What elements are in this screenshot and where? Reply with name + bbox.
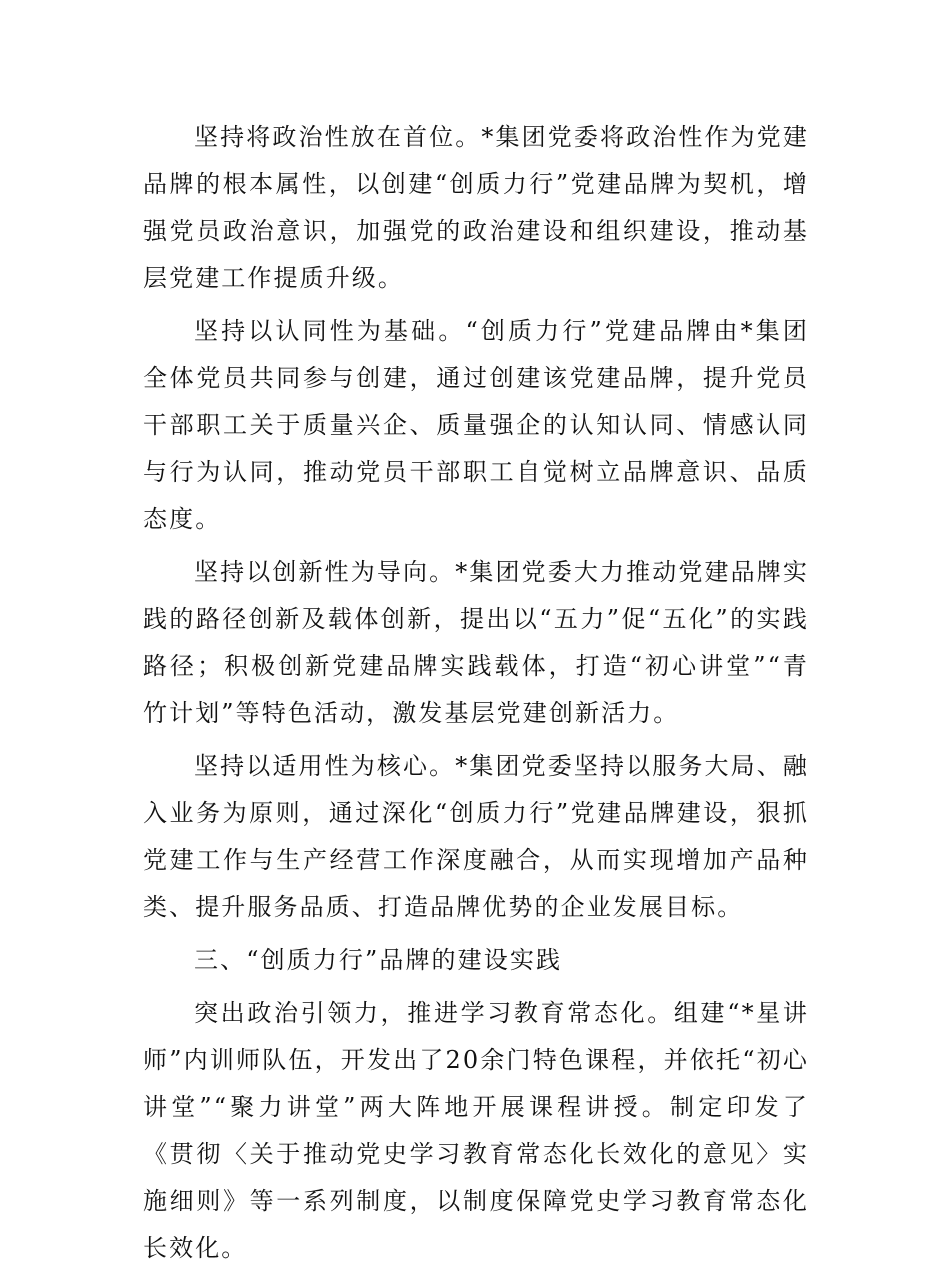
section-heading: 三、“创质力行”品牌的建设实践 xyxy=(194,946,563,974)
paragraph-applicability: 坚持以适用性为核心。*集团党委坚持以服务大局、融入业务为原则，通过深化“创质力行”党建品牌建设，狠抓党建工作与生产经营工作深度融合，从而实现增加产品种类、提升服务品质、打造品牌优势的企业发展目标。 xyxy=(143,752,809,921)
paragraph-identity: 坚持以认同性为基础。“创质力行”党建品牌由*集团全体党员共同参与创建，通过创建该党建品牌，提升党员干部职工关于质量兴企、质量强企的认知认同、情感认同与行为认同，推动党员干部职工自觉树立品牌意识、品质态度。 xyxy=(143,317,809,533)
paragraph-political-leadership: 突出政治引领力，推进学习教育常态化。组建“*星讲师”内训师队伍，开发出了20余门特色课程，并依托“初心讲堂”“聚力讲堂”两大阵地开展课程讲授。制定印发了《贯彻〈关于推动党史学习教育常态化长效化的意见〉实施细则》等一系列制度，以制度保障党史学习教育常态化长效化。 xyxy=(143,999,809,1262)
paragraph-political: 坚持将政治性放在首位。*集团党委将政治性作为党建品牌的根本属性，以创建“创质力行”党建品牌为契机，增强党员政治意识，加强党的政治建设和组织建设，推动基层党建工作提质升级。 xyxy=(143,123,809,292)
paragraph-innovation: 坚持以创新性为导向。*集团党委大力推动党建品牌实践的路径创新及载体创新，提出以“五力”促“五化”的实践路径；积极创新党建品牌实践载体，打造“初心讲堂”“青竹计划”等特色活动，激发基层党建创新活力。 xyxy=(143,558,809,727)
document-body xyxy=(143,114,809,1278)
